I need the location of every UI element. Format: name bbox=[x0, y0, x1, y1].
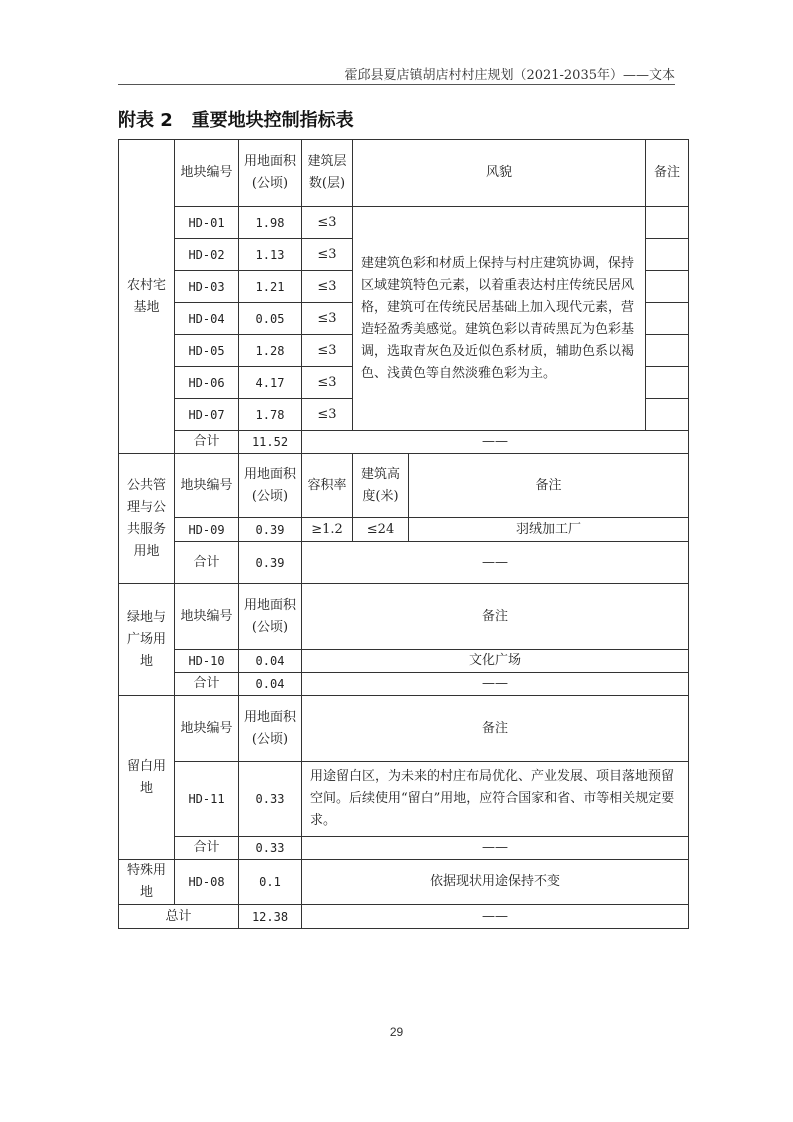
table-row bbox=[119, 518, 689, 542]
total-note: —— bbox=[302, 837, 689, 860]
col-header-height: 建筑高度(米) bbox=[353, 454, 409, 518]
total-label: 合计 bbox=[175, 431, 239, 454]
public-header-row bbox=[119, 454, 689, 518]
plot-code: HD-11 bbox=[175, 762, 239, 837]
page-number: 29 bbox=[389, 1025, 404, 1039]
col-header-note: 备注 bbox=[302, 696, 689, 762]
plot-code: HD-01 bbox=[175, 207, 239, 239]
plot-note bbox=[646, 335, 689, 367]
col-header-note: 备注 bbox=[302, 584, 689, 650]
plot-far: ≥1.2 bbox=[302, 518, 353, 542]
plot-control-table bbox=[118, 139, 689, 929]
plot-area: 1.78 bbox=[239, 399, 302, 431]
plot-code: HD-06 bbox=[175, 367, 239, 399]
plot-area: 1.21 bbox=[239, 271, 302, 303]
total-label: 合计 bbox=[175, 673, 239, 696]
plot-area: 4.17 bbox=[239, 367, 302, 399]
green-category: 绿地与广场用地 bbox=[119, 584, 175, 696]
header-divider bbox=[118, 84, 675, 85]
plot-code: HD-07 bbox=[175, 399, 239, 431]
reserved-header-row bbox=[119, 696, 689, 762]
plot-area: 0.04 bbox=[239, 650, 302, 673]
plot-floors: ≤3 bbox=[302, 207, 353, 239]
plot-note bbox=[646, 207, 689, 239]
public-category: 公共管理与公共服务用地 bbox=[119, 454, 175, 584]
plot-note bbox=[646, 239, 689, 271]
table-row bbox=[119, 650, 689, 673]
public-total-row bbox=[119, 542, 689, 584]
col-header-code: 地块编号 bbox=[175, 454, 239, 518]
plot-height: ≤24 bbox=[353, 518, 409, 542]
col-header-code: 地块编号 bbox=[175, 140, 239, 207]
total-label: 合计 bbox=[175, 837, 239, 860]
plot-area: 0.33 bbox=[239, 762, 302, 837]
rural-total-row bbox=[119, 431, 689, 454]
plot-floors: ≤3 bbox=[302, 271, 353, 303]
total-area: 0.39 bbox=[239, 542, 302, 584]
plot-note: 依据现状用途保持不变 bbox=[302, 860, 689, 905]
special-row bbox=[119, 860, 689, 905]
plot-floors: ≤3 bbox=[302, 367, 353, 399]
plot-area: 0.05 bbox=[239, 303, 302, 335]
total-area: 0.33 bbox=[239, 837, 302, 860]
plot-note bbox=[646, 367, 689, 399]
plot-floors: ≤3 bbox=[302, 239, 353, 271]
plot-floors: ≤3 bbox=[302, 399, 353, 431]
rural-style-text: 建建筑色彩和材质上保持与村庄建筑协调，保持区域建筑特色元素，以着重表达村庄传统民居风格，建筑可在传统民居基础上加入现代元素，营造轻盈秀美感觉。建筑色彩以青砖黑瓦为色彩基调，选取青灰色及近似色系材质，辅助色系以褐色、浅黄色等自然淡雅色彩为主。 bbox=[353, 207, 646, 431]
grand-total-note: —— bbox=[302, 905, 689, 929]
col-header-area: 用地面积(公顷) bbox=[239, 696, 302, 762]
grand-total-area: 12.38 bbox=[239, 905, 302, 929]
grand-total-row bbox=[119, 905, 689, 929]
table-row bbox=[119, 762, 689, 837]
total-label: 合计 bbox=[175, 542, 239, 584]
col-header-far: 容积率 bbox=[302, 454, 353, 518]
green-total-row bbox=[119, 673, 689, 696]
plot-area: 0.1 bbox=[239, 860, 302, 905]
plot-floors: ≤3 bbox=[302, 335, 353, 367]
plot-code: HD-08 bbox=[175, 860, 239, 905]
green-header-row bbox=[119, 584, 689, 650]
total-area: 11.52 bbox=[239, 431, 302, 454]
plot-note: 羽绒加工厂 bbox=[409, 518, 689, 542]
running-header: 霍邱县夏店镇胡店村村庄规划（2021-2035年）——文本 bbox=[344, 68, 675, 83]
title-label: 附表 2 bbox=[118, 110, 173, 131]
grand-total-label: 总计 bbox=[119, 905, 239, 929]
plot-area: 0.39 bbox=[239, 518, 302, 542]
plot-note bbox=[646, 271, 689, 303]
plot-note bbox=[646, 399, 689, 431]
reserved-total-row bbox=[119, 837, 689, 860]
reserved-category: 留白用地 bbox=[119, 696, 175, 860]
total-note: —— bbox=[302, 542, 689, 584]
col-header-note: 备注 bbox=[409, 454, 689, 518]
plot-area: 1.13 bbox=[239, 239, 302, 271]
total-note: —— bbox=[302, 431, 689, 454]
plot-code: HD-03 bbox=[175, 271, 239, 303]
plot-code: HD-02 bbox=[175, 239, 239, 271]
plot-floors: ≤3 bbox=[302, 303, 353, 335]
col-header-note: 备注 bbox=[646, 140, 689, 207]
plot-code: HD-10 bbox=[175, 650, 239, 673]
plot-code: HD-05 bbox=[175, 335, 239, 367]
col-header-floors: 建筑层数(层) bbox=[302, 140, 353, 207]
rural-header-row bbox=[119, 140, 689, 207]
plot-note: 用途留白区，为未来的村庄布局优化、产业发展、项目落地预留空间。后续使用“留白”用地，应符合国家和省、市等相关规定要求。 bbox=[302, 762, 689, 837]
table-row bbox=[119, 207, 689, 239]
plot-code: HD-09 bbox=[175, 518, 239, 542]
col-header-code: 地块编号 bbox=[175, 696, 239, 762]
rural-category: 农村宅基地 bbox=[119, 140, 175, 454]
col-header-code: 地块编号 bbox=[175, 584, 239, 650]
page-title bbox=[118, 106, 354, 132]
plot-code: HD-04 bbox=[175, 303, 239, 335]
plot-area: 1.98 bbox=[239, 207, 302, 239]
plot-note: 文化广场 bbox=[302, 650, 689, 673]
total-area: 0.04 bbox=[239, 673, 302, 696]
plot-area: 1.28 bbox=[239, 335, 302, 367]
col-header-area: 用地面积(公顷) bbox=[239, 584, 302, 650]
col-header-style: 风貌 bbox=[353, 140, 646, 207]
total-note: —— bbox=[302, 673, 689, 696]
col-header-area: 用地面积(公顷) bbox=[239, 140, 302, 207]
col-header-area: 用地面积(公顷) bbox=[239, 454, 302, 518]
plot-note bbox=[646, 303, 689, 335]
special-category: 特殊用地 bbox=[119, 860, 175, 905]
title-text: 重要地块控制指标表 bbox=[191, 110, 354, 131]
